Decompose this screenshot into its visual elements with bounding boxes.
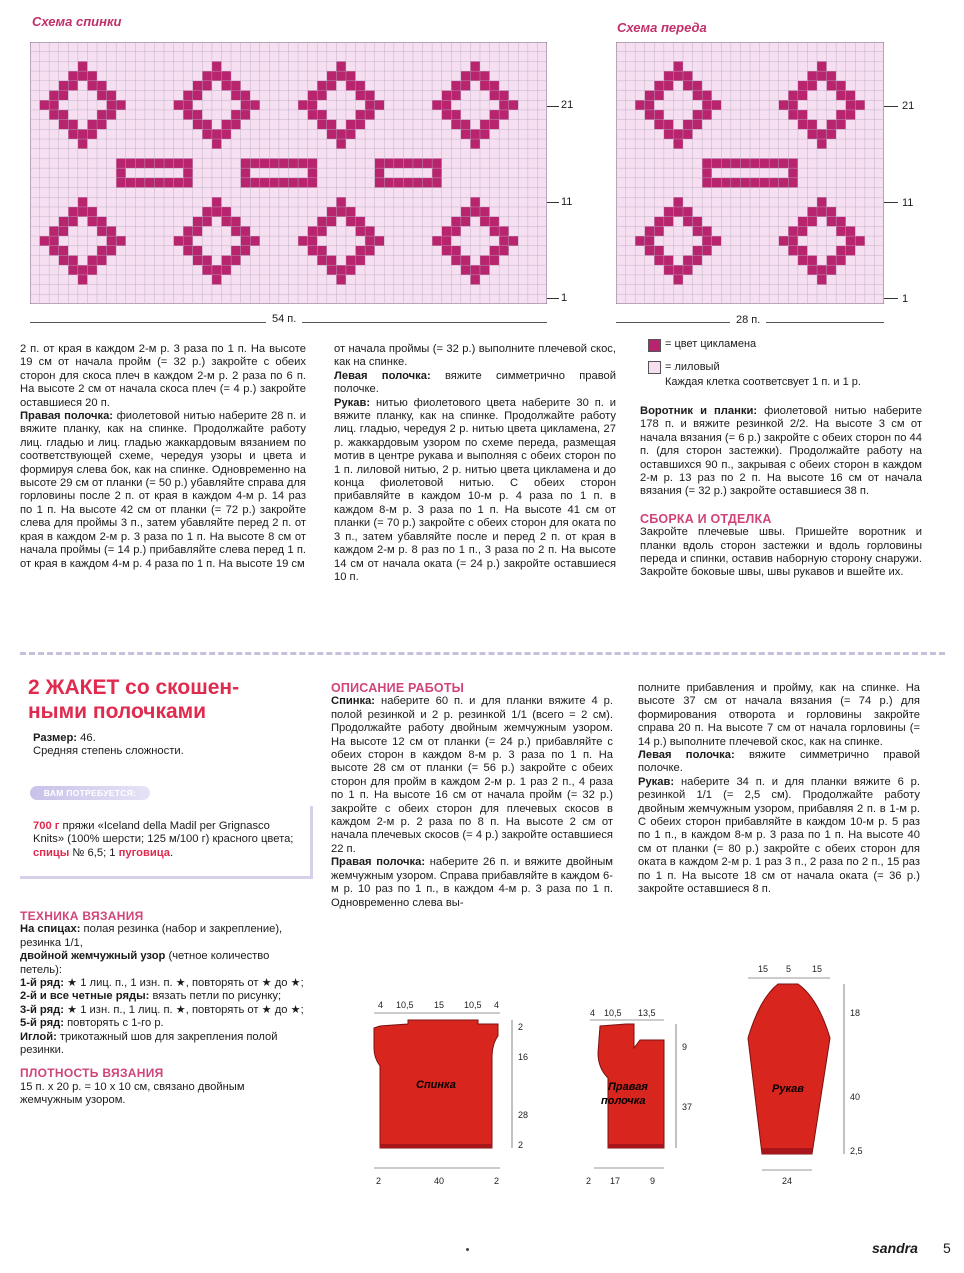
back-top-1: 4 bbox=[378, 1000, 384, 1010]
back-chart-title: Схема спинки bbox=[32, 14, 122, 29]
front-right-1: 9 bbox=[682, 1042, 688, 1052]
front-width-label: 28 п. bbox=[730, 314, 766, 326]
sleeve-label: Рукав: bbox=[334, 396, 371, 409]
front-row-1: 1 bbox=[902, 293, 909, 305]
legend-note: Каждая клетка соответсвует 1 п. и 1 р. bbox=[665, 376, 861, 388]
page-number: 5 bbox=[943, 1240, 951, 1256]
front-top-3: 13,5 bbox=[638, 1008, 656, 1018]
back-row-11: 11 bbox=[561, 196, 573, 208]
back-chart bbox=[30, 42, 547, 304]
back-row-1: 1 bbox=[561, 292, 568, 304]
col3-text: Воротник и планки: фиолетовой нитью наберите 178 п. и вяжите резинкой 2/2. На высоте 3 см от начала вязания (= 6 р.) закройте с обеих сторон по 44 п. (для сторон застежки). Продолжайте работу на оставшихся 90 п., закрывая с обеих сторон в каждом 2-м р. 13 раз по 2 п. На высоте 16 см от начала вязания (= 32 р.) закройте оставшиеся 38 п. СБОРКА И ОТДЕЛКА Закройте плечевые швы. Пришейте воротник и планки вдоль сторон застежки и вдоль горловины переда и спинки, оставив наборную сторону снаружи. Закройте боковые швы, швы рукавов и вшейте их. bbox=[640, 405, 922, 579]
sleeve-right-3: 2,5 bbox=[850, 1146, 863, 1156]
front-row-11: 11 bbox=[902, 197, 914, 209]
assembly-heading: СБОРКА И ОТДЕЛКА bbox=[640, 511, 772, 526]
legend-lilac-swatch bbox=[648, 361, 661, 374]
back-right-2: 16 bbox=[518, 1052, 529, 1062]
front-right-2: 37 bbox=[682, 1102, 693, 1112]
col3b-block: полните прибавления и пройму, как на спинке. На высоте 37 см от начала вязания (= 74 р.) для формирования отворота и горловины закройте справа 20 п. На высоте 7 см от начала горловины (= 14 р.) выполните плечевой скос, как на спинке. Левая полочка: вяжите симметрично правой полочке. Рукав: наберите 34 п. и для планки вяжите 6 р. резинкой 1/1 (= 2,5 см). Продолжайте работу двойным жемчужным узором, прибавляя 2 п. в 1-м р. С обеих сторон прибавляйте в каждом 10-м р. 5 раз по 1 п., в каждом 8-м р. 3 раза по 1 п. На высоте 40 см от планки (= 80 р.) закройте с обеих сторон для оката в каждом 2-м р. 1 раз 3 п., 2 раза по 2 п., 15 раз по 1 п. На высоте 18 см от начала оката (= 36 р.) закройте оставшиеся 8 п. bbox=[638, 682, 920, 896]
back-right-1: 2 bbox=[518, 1022, 524, 1032]
back-top-3: 15 bbox=[434, 1000, 445, 1010]
back-bottom-3: 2 bbox=[494, 1176, 500, 1186]
pattern-diagrams bbox=[368, 958, 928, 1190]
front-label-1: Правая bbox=[608, 1081, 648, 1093]
front-bottom-2: 17 bbox=[610, 1176, 621, 1186]
work-block: ОПИСАНИЕ РАБОТЫ Спинка: наберите 60 п. и для планки вяжите 4 р. полой резинкой и 2 р. резинкой 1/1 (всего = 2 см). Продолжайте работу двойным жемчужным узором. На высоте 12 см от планки (= 24 р.) прибавляйте с обеих сторон в каждом 8-м р. 3 раза по 1 п. На высоте 28 см от планки (= 56 р.) закройте с обеих сторон для пройм в каждом 2-м р. 1 раз 2 п., 4 раза по 1 п. На высоте 16 см от начала пройм (= 32 р.) закройте с обеих сторон для плечевых скосов в каждом 2-м р. 2 раза по 8 п. На высоте 2 см от начала плечевых скосов (= 4 р.) закройте оставшиеся 22 п. Правая полочка: наберите 26 п. и вяжите двойным жемчужным узором. Справа прибавляйте в каждом 6-м р. 10 раз по 1 п., в каждом 4-м р. 3 раза по 1 п. Одновременно слева вы- bbox=[331, 681, 613, 909]
front-label-2: полочка bbox=[601, 1095, 646, 1107]
back-bottom-2: 40 bbox=[434, 1176, 445, 1186]
needs-badge: ВАМ ПОТРЕБУЕТСЯ: bbox=[30, 786, 150, 800]
section2-title-line2: ными полочками bbox=[28, 700, 207, 723]
gauge-heading: ПЛОТНОСТЬ ВЯЗАНИЯ bbox=[20, 1066, 164, 1081]
front-row-21: 21 bbox=[902, 100, 915, 112]
left-front-label: Левая полочка: bbox=[334, 369, 431, 382]
front-bottom-3: 9 bbox=[650, 1176, 656, 1186]
size-block: Размер: 46. Средняя степень сложности. bbox=[33, 732, 184, 758]
sleeve-right-1: 18 bbox=[850, 1008, 861, 1018]
work-heading: ОПИСАНИЕ РАБОТЫ bbox=[331, 681, 465, 695]
sleeve-pattern-label: Рукав bbox=[772, 1083, 804, 1095]
right-front-label: Правая полочка: bbox=[20, 410, 114, 423]
front-pattern bbox=[586, 1008, 692, 1186]
brand-logo: sandra bbox=[872, 1240, 918, 1256]
back-right-3: 28 bbox=[518, 1110, 529, 1120]
technique-block: ТЕХНИКА ВЯЗАНИЯ На спицах: полая резинка (набор и закрепление), резинка 1/1, двойной жемчужный узор (четное количество петель): 1-й ряд: ★ 1 лиц. п., 1 изн. п. ★, повторять от ★ до ★; 2-й и все четные ряды: вязать петли по рисунку; 3-й ряд: ★ 1 изн. п., 1 лиц. п. ★, повторять от ★ до ★; 5-й ряд: повторять с 1-го р. Иглой: трикотажный шов для закрепления полой резинки. ПЛОТНОСТЬ ВЯЗАНИЯ 15 п. х 20 р. = 10 х 10 см, связано двойным жемчужным узором. bbox=[20, 910, 306, 1108]
sleeve-right-2: 40 bbox=[850, 1092, 861, 1102]
section2-title-line1: 2 ЖАКЕТ со скошен- bbox=[28, 676, 240, 699]
center-dot bbox=[466, 1248, 469, 1251]
back-pattern-label: Спинка bbox=[416, 1079, 456, 1091]
back-pattern bbox=[374, 1000, 528, 1186]
legend-cyclamen-swatch bbox=[648, 339, 661, 352]
sleeve-pattern bbox=[748, 964, 863, 1186]
col1-text: 2 п. от края в каждом 2-м р. 3 раза по 1 п. На высоте 19 см от начала пройм (= 32 р.) закройте с обеих сторон для скоса плеч в каждом 2-м р. 2 раза по 6 п. На высоте 2 см от начала скоса плеч (= 4 р.) закройте оставшиеся 20 п. Правая полочка: фиолетовой нитью наберите 28 п. и вяжите планку, как на спинке. Продолжайте работу лиц. гладью и лиц. гладью жаккардовым вязанием по соответствующей схеме, чередуя узоры и цвета и формируя слева бок, как на спинке. Одновременно на высоте 29 см от планки (= 50 р.) убавляйте справа для горловины после 2 п. от края в каждом 4-м р. 14 раз по 1 п. На высоте 42 см от планки (= 72 р.) закройте слева для проймы 3 п., затем убавляйте перед 2 п. от края в каждом 2-м р. 3 раза по 1 п. На высоте 8 см от начала проймы (= 14 р.) прибавляйте слева перед 1 п. от края в каждом 4-м р. 4 раза по 1 п. На высоте 19 см bbox=[20, 343, 306, 570]
legend-lilac-text: = лиловый bbox=[665, 361, 720, 373]
legend-cyclamen-text: = цвет цикламена bbox=[665, 338, 757, 350]
front-top-2: 10,5 bbox=[604, 1008, 622, 1018]
back-top-5: 4 bbox=[494, 1000, 500, 1010]
sleeve-top-1: 15 bbox=[758, 964, 769, 974]
sleeve-top-2: 5 bbox=[786, 964, 792, 974]
front-bottom-1: 2 bbox=[586, 1176, 592, 1186]
materials-text: 700 г пряжи «Iceland della Madil per Grignasco Knits» (100% шерсти; 125 м/100 г) красного цвета; спицы № 6,5; 1 пуговица. bbox=[33, 820, 294, 859]
col2-text: от начала проймы (= 32 р.) выполните плечевой скос, как на спинке. Левая полочка: вяжите симметрично правой полочке. Рукав: нитью фиолетового цвета наберите 30 п. и вяжите планку, как на спинке. Продолжайте работу лиц. гладью, чередуя 2 р. нитью цвета цикламена, 27 р. жаккардовым узором по схеме переда, размещая мотив в центре рукава и выполняя с обеих сторон по 1 п. лиловой нитью, 2 р. нитью цвета цикламена и до конца фиолетовой нитью. С обеих сторон прибавляйте в каждом 10-м р. 4 раза по 1 п. в каждом 8-м р. 3 раза по 1 п. На высоте 41 см от планки (= 70 р.) закройте с обеих сторон для оката по 3 п., затем убавляйте после и перед 2 п. от края в каждом 2-м р. 8 раз по 1 п., 3 раза по 2 п. На высоте 14 см от начала оката (= 24 р.) закройте оставшиеся 10 п. bbox=[334, 343, 616, 583]
front-top-1: 4 bbox=[590, 1008, 596, 1018]
back-bottom-1: 2 bbox=[376, 1176, 382, 1186]
back-row-21: 21 bbox=[561, 99, 574, 111]
technique-heading: ТЕХНИКА ВЯЗАНИЯ bbox=[20, 909, 144, 923]
back-top-4: 10,5 bbox=[464, 1000, 482, 1010]
sleeve-bottom-1: 24 bbox=[782, 1176, 793, 1186]
back-width-label: 54 п. bbox=[266, 313, 302, 325]
collar-label: Воротник и планки: bbox=[640, 405, 758, 417]
section-divider bbox=[20, 652, 945, 655]
back-right-4: 2 bbox=[518, 1140, 524, 1150]
front-chart-title: Схема переда bbox=[617, 20, 707, 35]
section2-header bbox=[28, 676, 298, 724]
sleeve-top-3: 15 bbox=[812, 964, 823, 974]
front-chart bbox=[616, 42, 884, 304]
back-top-2: 10,5 bbox=[396, 1000, 414, 1010]
